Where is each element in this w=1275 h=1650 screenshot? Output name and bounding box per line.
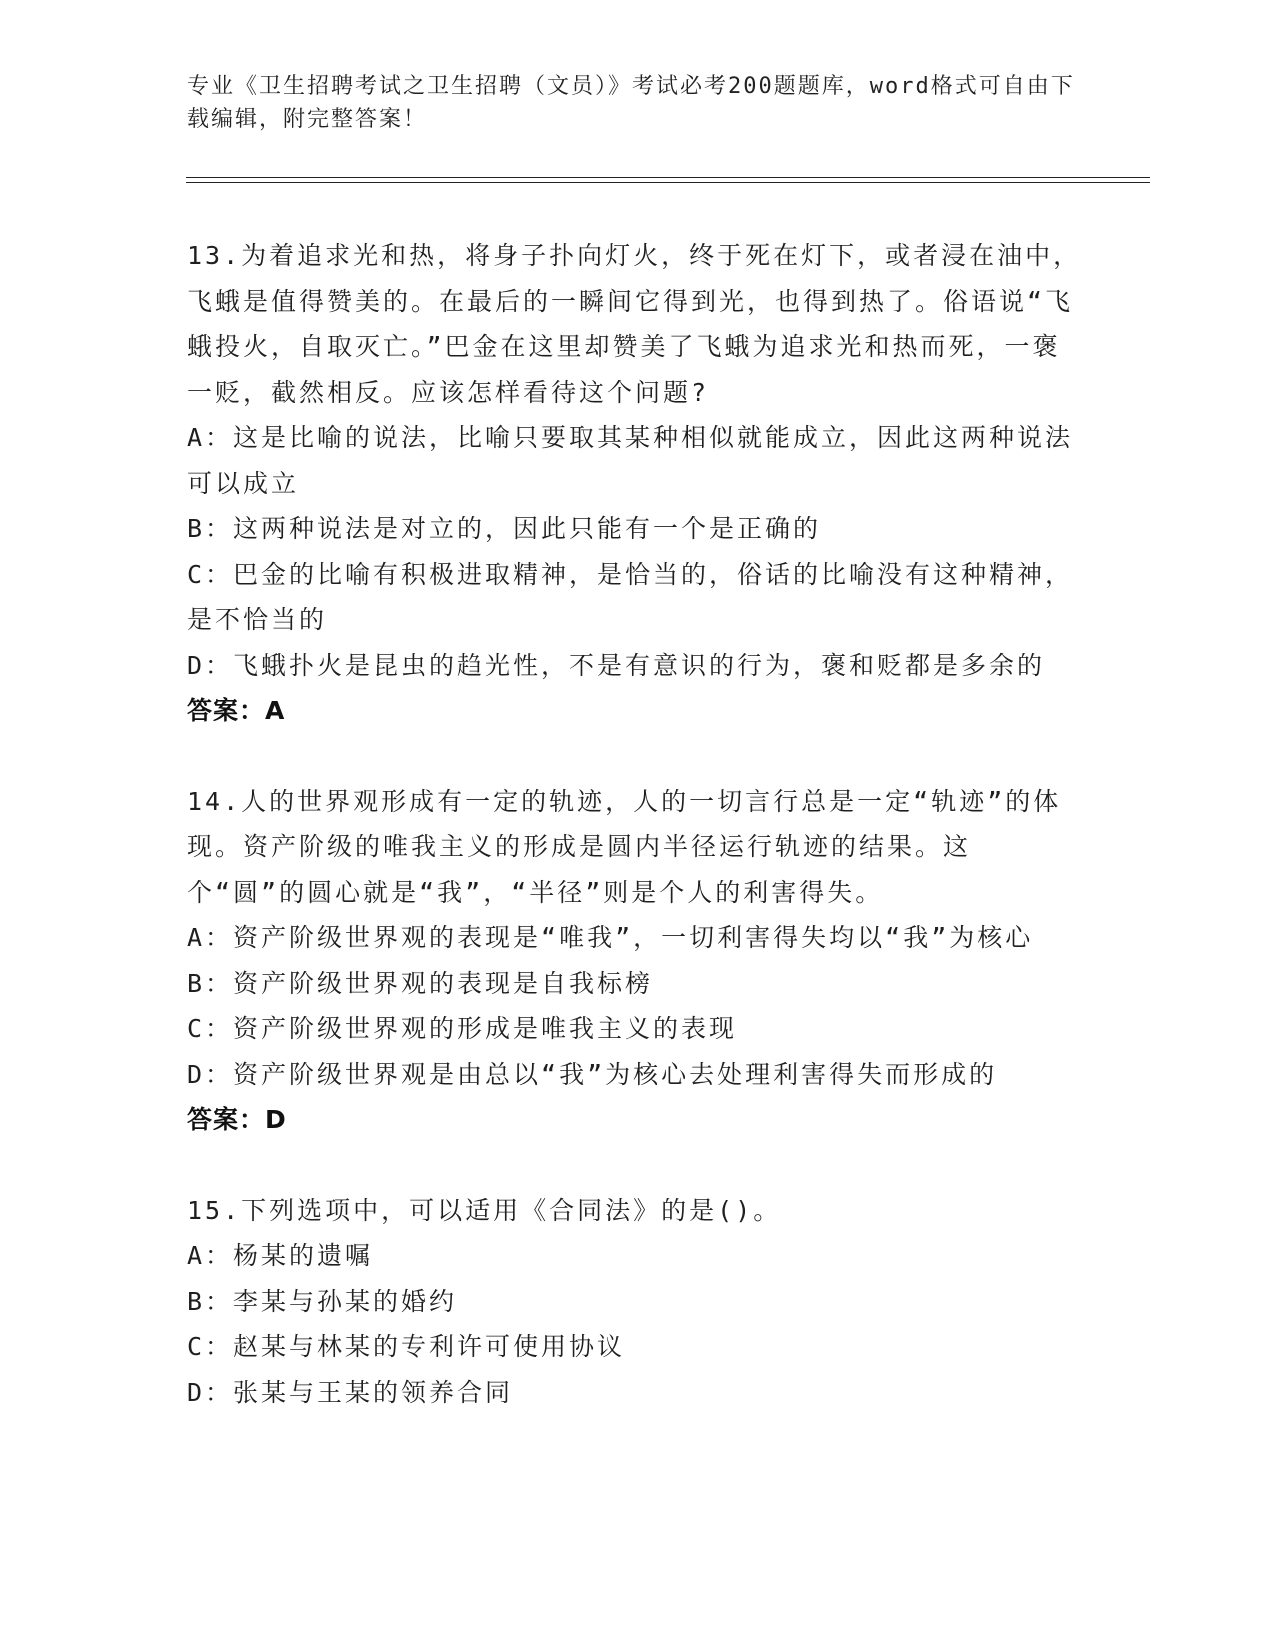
question-text: 15.下列选项中，可以适用《合同法》的是()。 bbox=[187, 1195, 782, 1225]
option-d: D：飞蛾扑火是昆虫的趋光性，不是有意识的行为，褒和贬都是多余的 bbox=[187, 650, 1046, 680]
question-14 bbox=[187, 779, 1087, 1143]
option-a: A：杨某的遗嘱 bbox=[187, 1241, 374, 1270]
option-c: C：资产阶级世界观的形成是唯我主义的表现 bbox=[187, 1014, 738, 1043]
question-13 bbox=[187, 233, 1087, 734]
header-rule-bottom bbox=[186, 182, 1150, 183]
question-text: 14.人的世界观形成有一定的轨迹，人的一切言行总是一定“轨迹”的体现。资产阶级的唯我主义的形成是圆内半径运行轨迹的结果。这个“圆”的圆心就是“我”，“半径”则是个人的利害得失。 bbox=[187, 786, 1062, 907]
question-15 bbox=[187, 1188, 1087, 1416]
question-spacer bbox=[187, 734, 1087, 779]
option-b: B：资产阶级世界观的表现是自我标榜 bbox=[187, 968, 654, 998]
document-header: 专业《卫生招聘考试之卫生招聘（文员）》考试必考200题题库，word格式可自由下载编辑，附完整答案！ bbox=[187, 74, 1075, 132]
option-a: A：资产阶级世界观的表现是“唯我”，一切利害得失均以“我”为核心 bbox=[187, 923, 1034, 952]
option-c: C：赵某与林某的专利许可使用协议 bbox=[187, 1332, 626, 1361]
answer: 答案：D bbox=[187, 1105, 287, 1134]
question-spacer bbox=[187, 1143, 1087, 1188]
header-rule-top bbox=[186, 177, 1150, 178]
answer: 答案：A bbox=[187, 696, 286, 725]
option-a: A：这是比喻的说法，比喻只要取其某种相似就能成立，因此这两种说法可以成立 bbox=[187, 423, 1074, 498]
option-d: D：张某与王某的领养合同 bbox=[187, 1377, 514, 1407]
question-list bbox=[187, 233, 1087, 1415]
option-c: C：巴金的比喻有积极进取精神，是恰当的，俗话的比喻没有这种精神，是不恰当的 bbox=[187, 559, 1074, 634]
option-d: D：资产阶级世界观是由总以“我”为核心去处理利害得失而形成的 bbox=[187, 1059, 998, 1089]
option-b: B：这两种说法是对立的，因此只能有一个是正确的 bbox=[187, 514, 822, 543]
question-text: 13.为着追求光和热，将身子扑向灯火，终于死在灯下，或者浸在油中，飞蛾是值得赞美的。在最后的一瞬间它得到光，也得到热了。俗语说“飞蛾投火，自取灭亡。”巴金在这里却赞美了飞蛾为追求光和热而死，一褒一贬，截然相反。应该怎样看待这个问题? bbox=[187, 241, 1082, 407]
option-b: B：李某与孙某的婚约 bbox=[187, 1286, 458, 1316]
